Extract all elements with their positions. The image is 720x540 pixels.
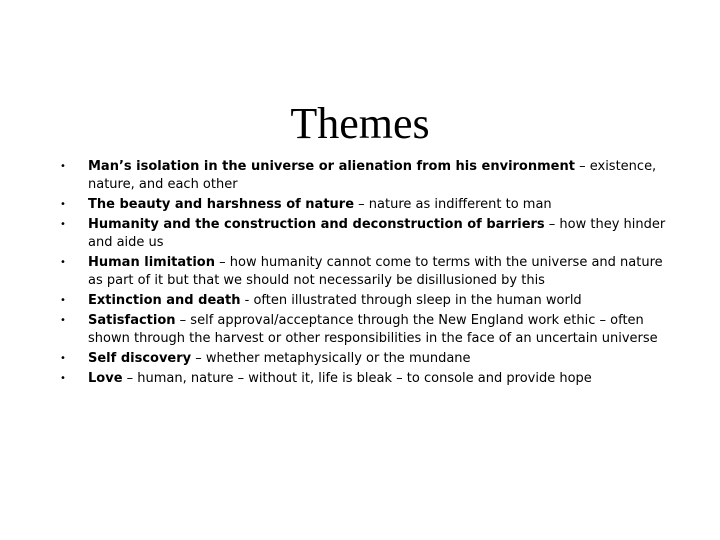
bullet-description: – whether metaphysically or the mundane xyxy=(191,351,471,366)
bullet-description: – self approval/acceptance through the New England work ethic – often shown through the harvest or other responsibilities in the face of an uncertain universe xyxy=(88,313,658,346)
bullet-term: Extinction and death xyxy=(88,293,241,308)
bullet-item xyxy=(56,196,676,214)
bullet-icon: • xyxy=(60,257,66,268)
bullet-item xyxy=(56,350,676,368)
bullet-icon: • xyxy=(60,219,66,230)
bullet-term: The beauty and harshness of nature xyxy=(88,197,355,212)
bullet-description: - often illustrated through sleep in the human world xyxy=(240,293,582,308)
bullet-icon: • xyxy=(60,295,66,306)
bullet-item xyxy=(56,216,676,252)
bullet-term: Human limitation xyxy=(88,255,215,270)
bullet-icon: • xyxy=(60,373,66,384)
bullet-term: Self discovery xyxy=(88,351,192,366)
bullet-term: Man’s isolation in the universe or alienation from his environment xyxy=(88,159,575,174)
bullet-term: Humanity and the construction and deconstruction of barriers xyxy=(88,217,545,232)
bullet-item xyxy=(56,254,676,290)
bullet-description: – how they hinder and aide us xyxy=(88,217,666,250)
bullet-icon: • xyxy=(60,199,66,210)
bullet-description: – human, nature – without it, life is bleak – to console and provide hope xyxy=(122,371,592,386)
bullet-list xyxy=(56,158,676,390)
bullet-icon: • xyxy=(60,353,66,364)
bullet-description: – nature as indifferent to man xyxy=(354,197,552,212)
bullet-icon: • xyxy=(60,315,66,326)
bullet-item xyxy=(56,370,676,388)
bullet-icon: • xyxy=(60,161,66,172)
bullet-description: – how humanity cannot come to terms with the universe and nature as part of it but that we should not necessarily be disillusioned by this xyxy=(88,255,663,288)
bullet-term: Satisfaction xyxy=(88,313,176,328)
bullet-term: Love xyxy=(88,371,123,386)
bullet-item xyxy=(56,312,676,348)
bullet-description: – existence, nature, and each other xyxy=(88,159,657,192)
bullet-item xyxy=(56,158,676,194)
slide-title: Themes xyxy=(290,99,430,149)
bullet-item xyxy=(56,292,676,310)
